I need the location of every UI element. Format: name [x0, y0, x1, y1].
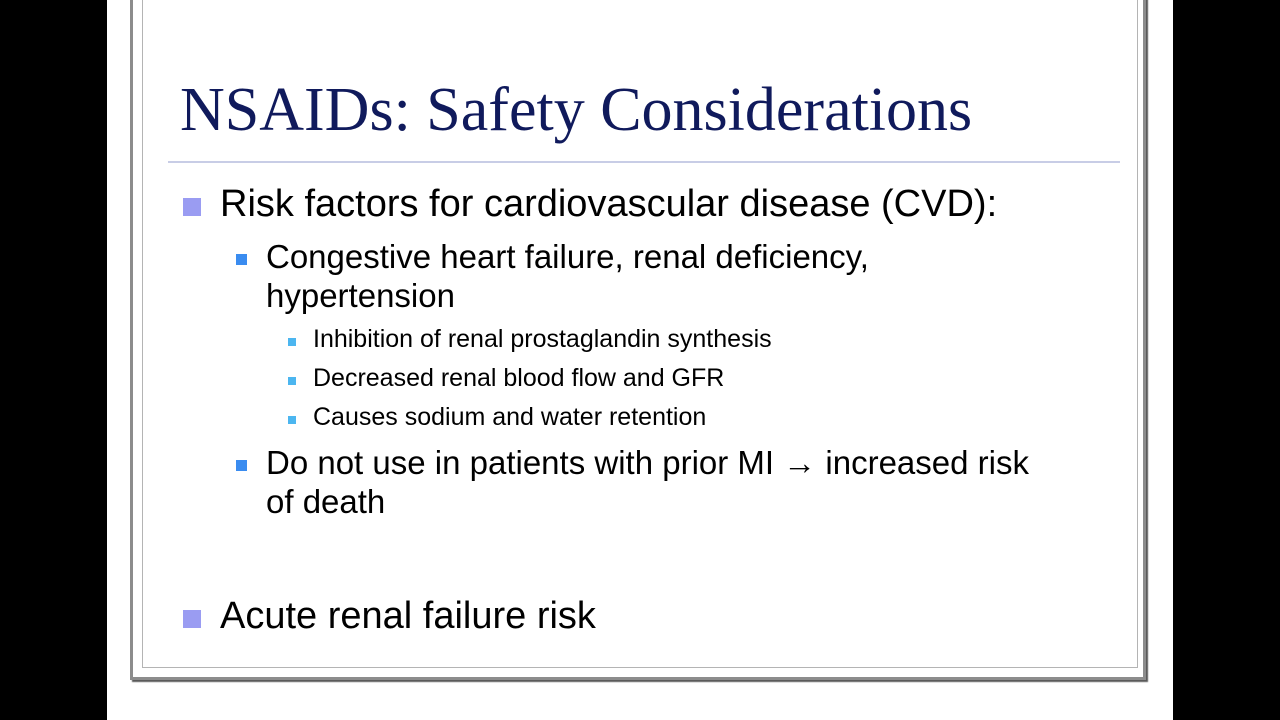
bullet-prior-mi	[236, 443, 1029, 521]
bullet-text: Decreased renal blood flow and GFR	[313, 364, 725, 392]
bullet-text-line1: Do not use in patients with prior MI → increased risk	[266, 444, 1029, 481]
bullet-cvd-risk-factors	[183, 182, 997, 226]
square-bullet-icon	[288, 416, 296, 424]
bullet-text: Causes sodium and water retention	[313, 403, 707, 431]
square-bullet-icon	[183, 198, 201, 216]
slide-title: NSAIDs: Safety Considerations	[180, 76, 973, 144]
bullet-chf	[236, 237, 869, 315]
square-bullet-icon	[236, 254, 247, 265]
bullet-text: Acute renal failure risk	[220, 595, 596, 637]
bullet-text: Risk factors for cardiovascular disease (CVD):	[220, 183, 998, 225]
sub-bullet-prostaglandin	[288, 324, 772, 354]
square-bullet-icon	[288, 377, 296, 385]
bullet-text-line1: Congestive heart failure, renal deficiency,	[266, 238, 869, 275]
bullet-text-line2: hypertension	[266, 277, 455, 314]
bullet-text: Inhibition of renal prostaglandin synthesis	[313, 325, 772, 353]
square-bullet-icon	[236, 460, 247, 471]
title-divider	[168, 161, 1120, 163]
square-bullet-icon	[183, 610, 201, 628]
square-bullet-icon	[288, 338, 296, 346]
sub-bullet-blood-flow	[288, 363, 724, 393]
bullet-acute-renal-failure	[183, 594, 596, 638]
bullet-text-line2: of death	[266, 483, 386, 520]
sub-bullet-sodium-retention	[288, 402, 706, 432]
